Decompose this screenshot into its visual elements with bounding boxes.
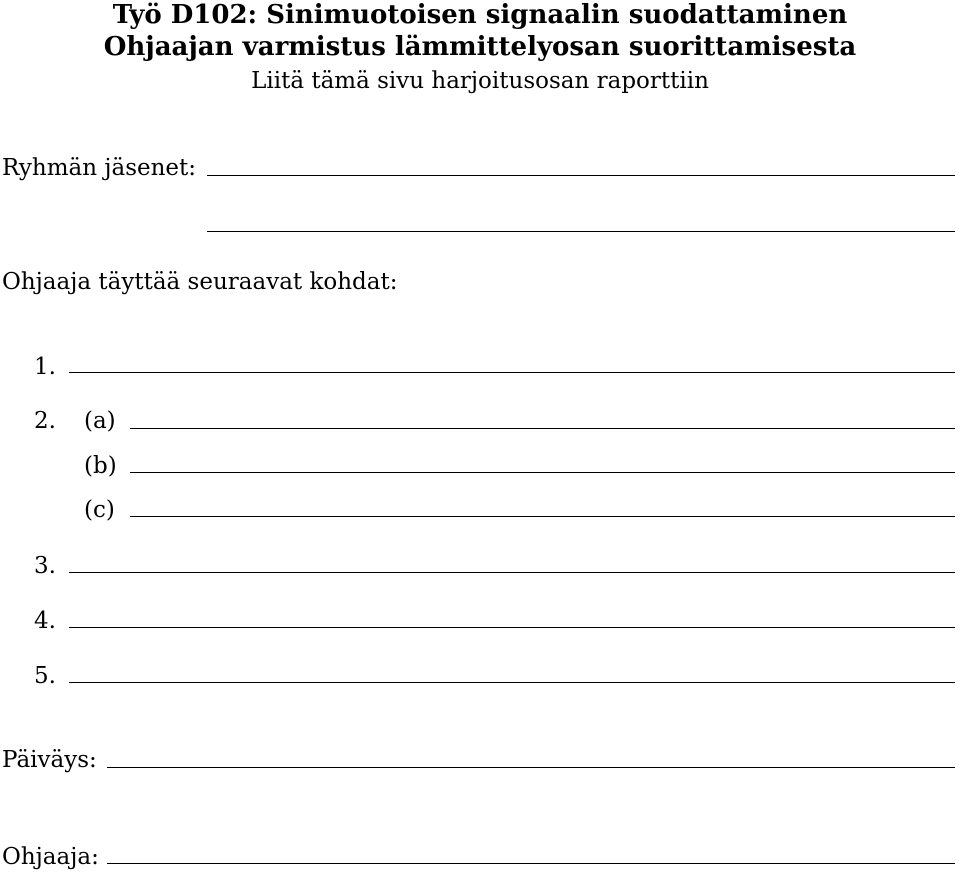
item-1-line[interactable]: [69, 372, 955, 373]
item-2c-label: (c): [84, 497, 115, 523]
document-title-line-1: Työ D102: Sinimuotoisen signaalin suodattaminen: [112, 0, 848, 30]
item-5-line[interactable]: [69, 682, 955, 683]
item-2b-label: (b): [84, 453, 117, 479]
item-2a-line[interactable]: [130, 428, 955, 429]
instructor-section-label: Ohjaaja täyttää seuraavat kohdat:: [2, 269, 398, 295]
document-subtitle: Liitä tämä sivu harjoitusosan raporttiin: [251, 68, 709, 94]
item-4-number: 4.: [34, 608, 56, 634]
date-label: Päiväys:: [2, 747, 97, 773]
item-2a-label: (a): [84, 408, 116, 434]
item-5-number: 5.: [34, 663, 56, 689]
document-title-line-2: Ohjaajan varmistus lämmittelyosan suorittamisesta: [103, 32, 857, 62]
item-2c-line[interactable]: [130, 516, 955, 517]
instructor-signature-line[interactable]: [107, 863, 955, 864]
item-1-number: 1.: [34, 354, 56, 380]
item-2b-line[interactable]: [130, 472, 955, 473]
item-3-number: 3.: [34, 553, 56, 579]
item-4-line[interactable]: [69, 627, 955, 628]
members-label: Ryhmän jäsenet:: [2, 155, 197, 181]
members-line-2[interactable]: [207, 231, 955, 232]
members-line-1[interactable]: [207, 175, 955, 176]
item-3-line[interactable]: [69, 572, 955, 573]
date-line[interactable]: [107, 767, 955, 768]
item-2-number: 2.: [34, 408, 56, 434]
instructor-label: Ohjaaja:: [2, 844, 99, 870]
